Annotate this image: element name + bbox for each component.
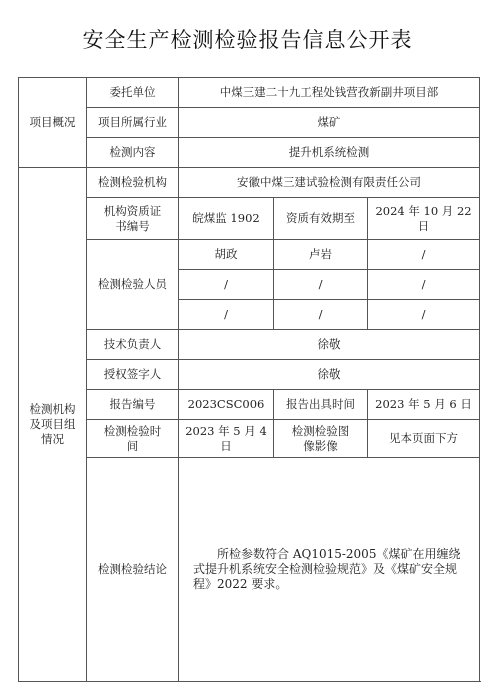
cert-label: 机构资质证书编号: [87, 198, 179, 240]
images-label: 检测检验图像影像: [274, 420, 368, 458]
org-section-label: 检测机构及项目组情况: [19, 168, 87, 682]
validity-value: 2024 年 10 月 22 日: [368, 198, 480, 240]
table-row: [19, 458, 480, 682]
table-row: [19, 390, 480, 420]
table-row: [19, 198, 480, 240]
inspector-cell: /: [368, 270, 480, 300]
industry-value: 煤矿: [179, 108, 480, 138]
report-no-value: 2023CSC006: [179, 390, 274, 420]
conclusion-cell: [179, 458, 480, 682]
client-value: 中煤三建二十九工程处钱营孜新副井项目部: [179, 78, 480, 108]
inspection-time-label: 检测检验时间: [87, 420, 179, 458]
conclusion-text: 所检参数符合 AQ1015-2005《煤矿在用缠绕式提升机系统安全检测检验规范》及《煤矿安全规程》2022 要求。: [193, 547, 461, 591]
content-value: 提升机系统检测: [179, 138, 480, 168]
inspector-cell: /: [179, 300, 274, 330]
table-row: [19, 138, 480, 168]
overview-section-label: 项目概况: [19, 78, 87, 168]
inspector-cell: 卢岩: [274, 240, 368, 270]
cert-value: 皖煤监 1902: [179, 198, 274, 240]
table-row: [19, 360, 480, 390]
inspection-time-value: 2023 年 5 月 4 日: [179, 420, 274, 458]
inspector-cell: /: [368, 300, 480, 330]
table-row: [19, 240, 480, 270]
inspector-cell: 胡政: [179, 240, 274, 270]
inspector-cell: /: [274, 300, 368, 330]
tech-lead-value: 徐敬: [179, 330, 480, 360]
table-row: [19, 108, 480, 138]
inspector-cell: /: [368, 240, 480, 270]
inspector-cell: /: [274, 270, 368, 300]
report-no-label: 报告编号: [87, 390, 179, 420]
agency-value: 安徽中煤三建试验检测有限责任公司: [179, 168, 480, 198]
agency-label: 检测检验机构: [87, 168, 179, 198]
table-row: [19, 420, 480, 458]
industry-label: 项目所属行业: [87, 108, 179, 138]
table-row: [19, 168, 480, 198]
issue-date-label: 报告出具时间: [274, 390, 368, 420]
inspectors-label: 检测检验人员: [87, 240, 179, 330]
conclusion-label: 检测检验结论: [87, 458, 179, 682]
table-row: [19, 330, 480, 360]
page-title: 安全生产检测检验报告信息公开表: [82, 28, 413, 52]
table-row: [19, 78, 480, 108]
images-value: 见本页面下方: [368, 420, 480, 458]
signatory-value: 徐敬: [179, 360, 480, 390]
inspector-cell: /: [179, 270, 274, 300]
issue-date-value: 2023 年 5 月 6 日: [368, 390, 480, 420]
disclosure-table: [18, 77, 480, 682]
content-label: 检测内容: [87, 138, 179, 168]
tech-lead-label: 技术负责人: [87, 330, 179, 360]
validity-label: 资质有效期至: [274, 198, 368, 240]
signatory-label: 授权签字人: [87, 360, 179, 390]
client-label: 委托单位: [87, 78, 179, 108]
